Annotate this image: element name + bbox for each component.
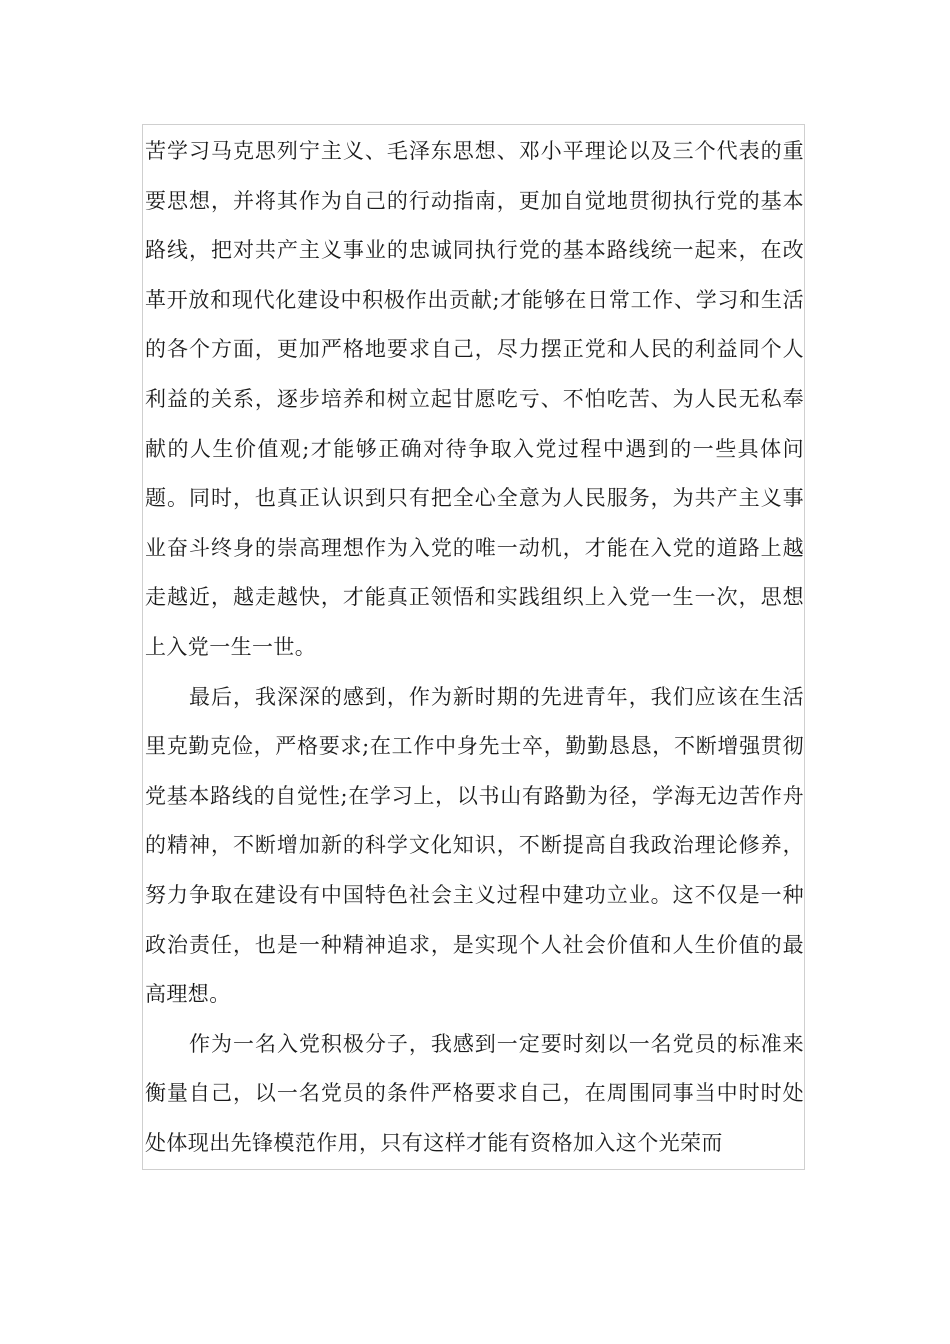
document-body xyxy=(145,127,804,1168)
paragraph-1: 苦学习马克思列宁主义、毛泽东思想、邓小平理论以及三个代表的重要思想，并将其作为自己的行动指南，更加自觉地贯彻执行党的基本路线，把对共产主义事业的忠诚同执行党的基本路线统一起来，在改革开放和现代化建设中积极作出贡献;才能够在日常工作、学习和生活的各个方面，更加严格地要求自己，尽力摆正党和人民的利益同个人利益的关系，逐步培养和树立起甘愿吃亏、不怕吃苦、为人民无私奉献的人生价值观;才能够正确对待争取入党过程中遇到的一些具体问题。同时，也真正认识到只有把全心全意为人民服务，为共产主义事业奋斗终身的崇高理想作为入党的唯一动机，才能在入党的道路上越走越近，越走越快，才能真正领悟和实践组织上入党一生一次，思想上入党一生一世。 xyxy=(145,139,804,659)
paragraph-2: 最后，我深深的感到，作为新时期的先进青年，我们应该在生活里克勤克俭，严格要求;在工作中身先士卒，勤勤恳恳，不断增强贯彻党基本路线的自觉性;在学习上，以书山有路勤为径，学海无边苦作舟的精神，不断增加新的科学文化知识，不断提高自我政治理论修养，努力争取在建设有中国特色社会主义过程中建功立业。这不仅是一种政治责任，也是一种精神追求，是实现个人社会价值和人生价值的最高理想。 xyxy=(145,684,804,1007)
page-frame xyxy=(142,124,805,1170)
paragraph-3: 作为一名入党积极分子，我感到一定要时刻以一名党员的标准来衡量自己，以一名党员的条件严格要求自己，在周围同事当中时时处处体现出先锋模范作用，只有这样才能有资格加入这个光荣而 xyxy=(145,1031,804,1155)
